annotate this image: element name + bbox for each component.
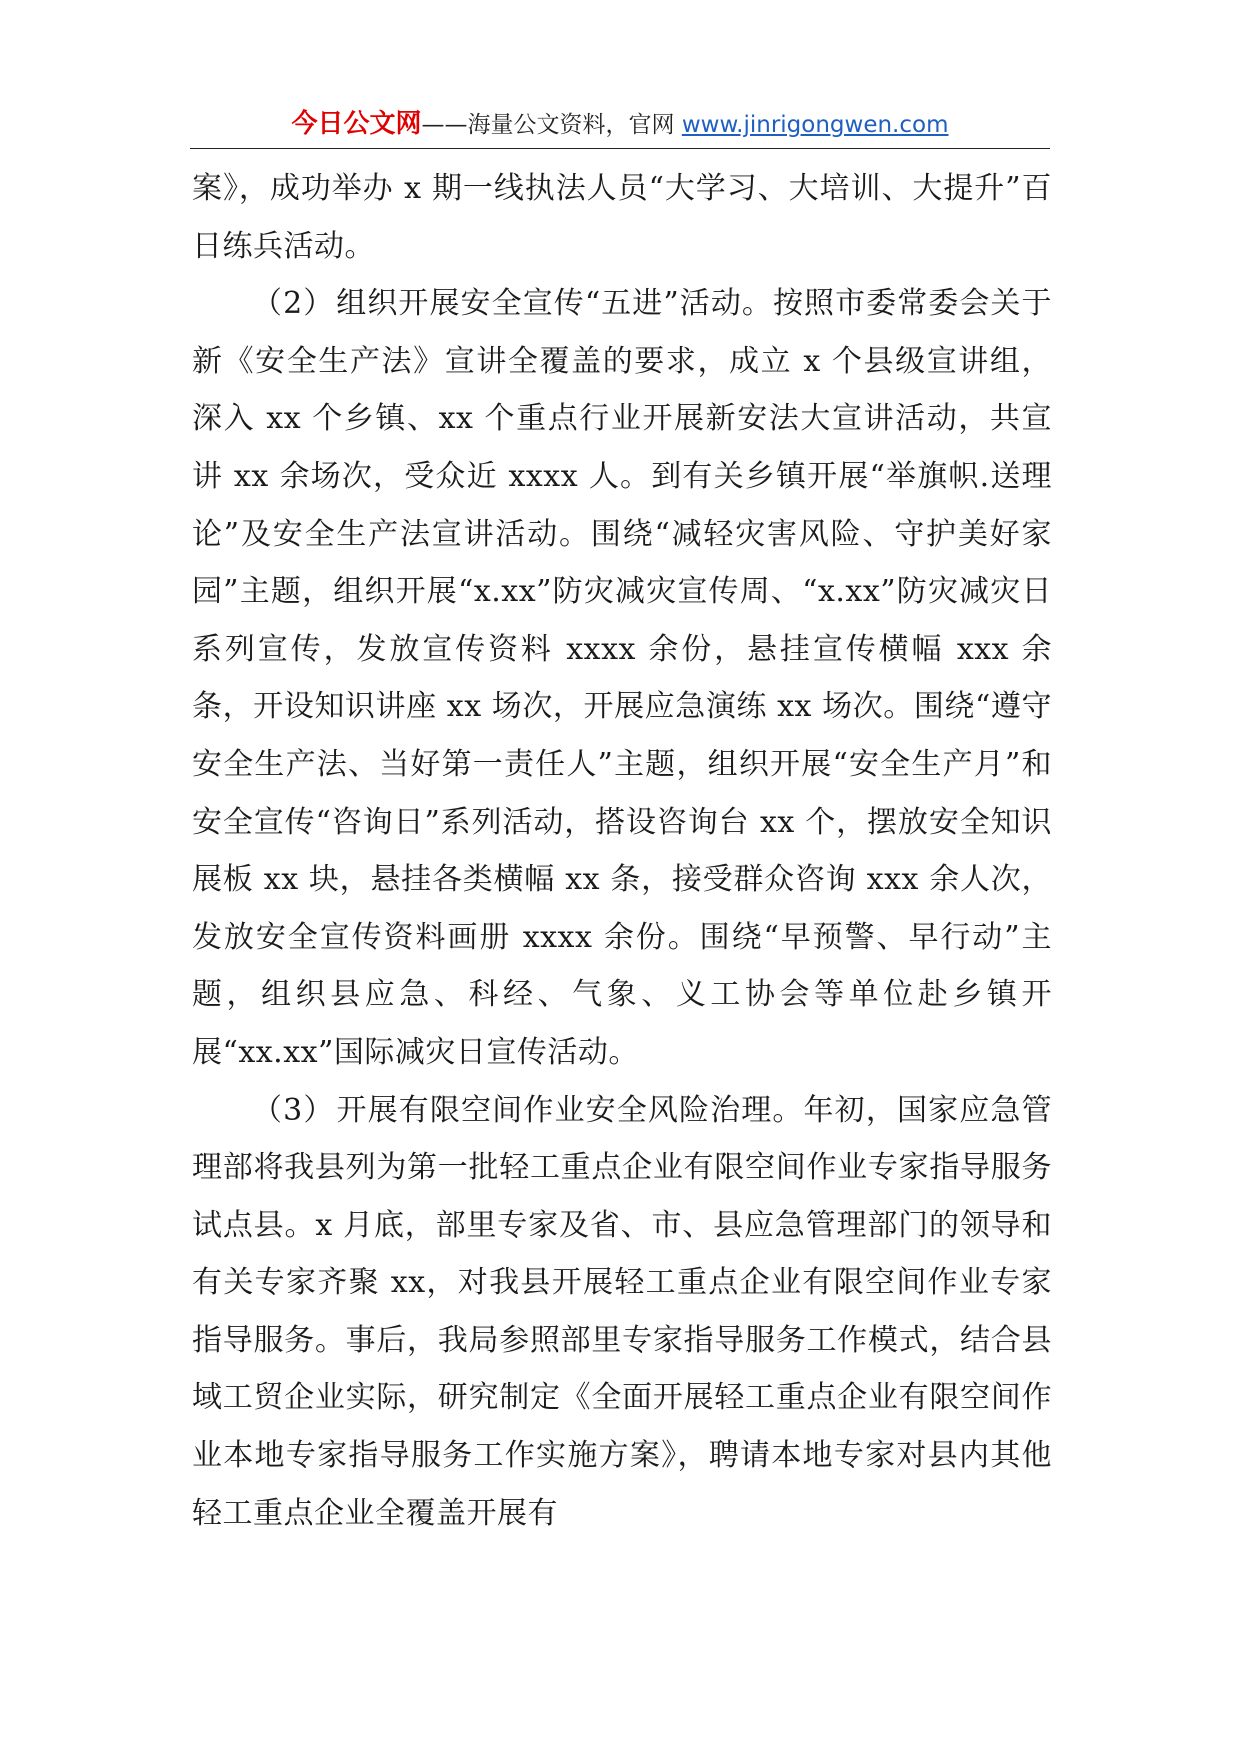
header-divider <box>190 148 1050 149</box>
paragraph-3-number: （3） <box>252 1092 335 1128</box>
header-brand: 今日公文网 <box>291 109 422 139</box>
document-body <box>192 160 1052 1542</box>
paragraph-1-text: 案》，成功举办 x 期一线执法人员“大学习、大培训、大提升”百日练兵活动。 <box>192 171 1052 264</box>
header-tagline: ——海量公文资料，官网 <box>421 112 682 138</box>
paragraph-2 <box>192 275 1052 1081</box>
header-site-link[interactable]: www.jinrigongwen.com <box>681 112 949 138</box>
paragraph-3-text: 开展有限空间作业安全风险治理。年初，国家应急管理部将我县列为第一批轻工重点企业有限空间作业专家指导服务试点县。x 月底，部里专家及省、市、县应急管理部门的领导和有关专家齐聚 xx，对我县开展轻工重点企业有限空间作业专家指导服务。事后，我局参照部里专家指导服务工作模式，结合县域工贸企业实际，研究制定《全面开展轻工重点企业有限空间作业本地专家指导服务工作实施方案》，聘请本地专家对县内其他轻工重点企业全覆盖开展有 <box>192 1092 1052 1531</box>
paragraph-3 <box>192 1082 1052 1543</box>
page-header <box>190 104 1050 144</box>
paragraph-1 <box>192 160 1052 275</box>
paragraph-2-text: 组织开展安全宣传“五进”活动。按照市委常委会关于新《安全生产法》宣讲全覆盖的要求，成立 x 个县级宣讲组，深入 xx 个乡镇、xx 个重点行业开展新安法大宣讲活动，共宣讲 xx 余场次，受众近 xxxx 人。到有关乡镇开展“举旗帜.送理论”及安全生产法宣讲活动。围绕“减轻灾害风险、守护美好家园”主题，组织开展“x.xx”防灾减灾宣传周、“x.xx”防灾减灾日系列宣传，发放宣传资料 xxxx 余份，悬挂宣传横幅 xxx 余条，开设知识讲座 xx 场次，开展应急演练 xx 场次。围绕“遵守安全生产法、当好第一责任人”主题，组织开展“安全生产月”和安全宣传“咨询日”系列活动，搭设咨询台 xx 个，摆放安全知识展板 xx 块，悬挂各类横幅 xx 条，接受群众咨询 xxx 余人次，发放安全宣传资料画册 xxxx 余份。围绕“早预警、早行动”主题，组织县应急、科经、气象、义工协会等单位赴乡镇开展“xx.xx”国际减灾日宣传活动。 <box>192 286 1052 1070</box>
paragraph-2-number: （2） <box>252 286 335 322</box>
